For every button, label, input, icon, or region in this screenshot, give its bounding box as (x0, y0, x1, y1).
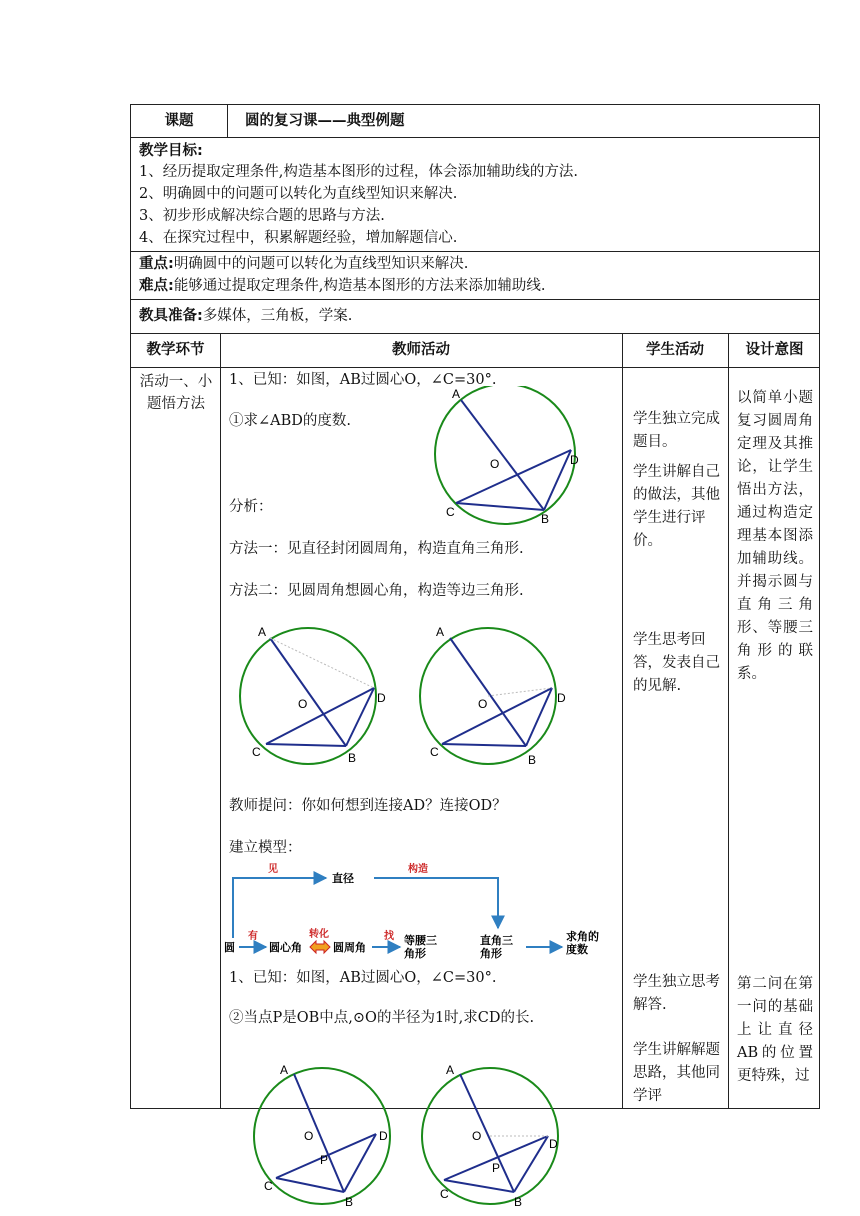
col-divider (622, 333, 623, 1108)
label-a: A (436, 625, 445, 639)
goals-label: 教学目标: (139, 143, 203, 159)
segment-cd (456, 450, 571, 503)
col-header-student: 学生活动 (646, 342, 704, 358)
col-header-stage: 教学环节 (146, 342, 205, 358)
label-a: A (280, 1064, 289, 1077)
tools: 教具准备:多媒体，三角板，学案. (139, 308, 353, 324)
col-header-teacher: 教师活动 (392, 342, 450, 358)
row-divider (131, 333, 819, 334)
double-arrow-icon (310, 941, 330, 953)
goal-item: 2、明确圆中的问题可以转化为直线型知识来解决. (139, 186, 458, 202)
problem-1: 1、已知：如图，AB过圆心O，∠C=30°. (229, 372, 497, 388)
col-divider (220, 333, 221, 1108)
label-d: D (379, 1129, 388, 1143)
goal-item: 4、在探究过程中，积累解题经验，增加解题信心. (139, 230, 458, 246)
circle-figure-4 (250, 1064, 400, 1210)
circle-figure-3 (416, 622, 576, 770)
col-divider (728, 333, 729, 1108)
label-c: C (446, 505, 455, 519)
stage-label: 活动一、小题悟方法 (139, 374, 213, 412)
flow-diameter: 直径 (332, 873, 354, 885)
row-divider (131, 251, 819, 252)
goal-item: 1、经历提取定理条件,构造基本图形的过程，体会添加辅助线的方法. (139, 164, 578, 180)
diameter-ab (294, 1074, 344, 1192)
method-2: 方法二：见圆周角想圆心角，构造等边三角形. (229, 583, 524, 599)
student-text: 学生思考回答，发表自己的见解. (633, 632, 720, 694)
goal-item: 3、初步形成解决综合题的思路与方法. (139, 208, 385, 224)
flow-isosceles: 等腰三角形 (404, 935, 437, 960)
teacher-question: 教师提问：你如何想到连接AD？连接OD？ (229, 798, 507, 814)
label-c: C (264, 1179, 273, 1193)
label-o: O (298, 697, 308, 711)
segment-bd (514, 1136, 548, 1192)
label-o: O (304, 1129, 314, 1143)
topic-label: 课题 (164, 113, 194, 129)
question-1: ①求∠ABD的度数. (229, 413, 352, 429)
row-divider (131, 367, 819, 368)
segment-bd (526, 688, 552, 746)
question-2: ②当点P是OB中点,⊙O的半径为1时,求CD的长. (229, 1010, 535, 1026)
flow-find: 找 (384, 931, 394, 942)
label-c: C (430, 745, 439, 759)
segment-cb (456, 503, 544, 510)
flow-find-angle: 求角的度数 (566, 931, 599, 956)
analysis-label: 分析： (229, 499, 273, 515)
student-text: 学生讲解自己的做法，其他学生进行评价。 (633, 464, 720, 549)
label-p: P (492, 1161, 501, 1175)
col-divider (227, 105, 228, 137)
label-p: P (320, 1153, 329, 1167)
label-b: B (348, 751, 357, 765)
diameter-ab (460, 1074, 514, 1192)
flow-circle: 圆 (224, 942, 235, 954)
circle-figure-5 (418, 1064, 568, 1210)
design-text: 以简单小题复习圆周角定理及其推论，让学生悟出方法，通过构造定理基本图添加辅助线。并揭示圆与直角三角形、等腰三角形的联系。 (737, 390, 813, 682)
label-b: B (514, 1195, 523, 1209)
row-divider (131, 299, 819, 300)
segment-cd (442, 688, 552, 744)
student-text: 学生独立完成题目。 (633, 411, 720, 450)
label-d: D (557, 691, 566, 705)
diameter-ab (461, 400, 544, 510)
row-divider (131, 137, 819, 138)
segment-cd (266, 688, 374, 744)
circle-figure-1 (430, 386, 602, 526)
label-o: O (490, 457, 500, 471)
student-text: 学生独立思考解答. (633, 974, 720, 1013)
design-text: 第二问在第一问的基础上让直径AB的位置更特殊，过 (737, 976, 813, 1084)
key-point: 重点:明确圆中的问题可以转化为直线型知识来解决. (139, 256, 469, 272)
flow-see: 见 (268, 864, 278, 875)
flow-construct: 构造 (408, 864, 428, 875)
flow-transform: 转化 (309, 929, 329, 940)
label-c: C (252, 745, 261, 759)
flow-central-angle: 圆心角 (269, 942, 302, 954)
label-b: B (528, 753, 537, 767)
circle-figure-2 (236, 622, 396, 770)
circle (240, 628, 376, 764)
diameter-ab (450, 638, 526, 746)
col-header-design: 设计意图 (745, 342, 804, 358)
label-o: O (478, 697, 488, 711)
label-a: A (258, 625, 267, 639)
flow-inscribed-angle: 圆周角 (333, 942, 366, 954)
flow-have: 有 (248, 931, 258, 942)
problem-2: 1、已知：如图，AB过圆心O，∠C=30°. (229, 970, 497, 986)
diameter-ab (270, 638, 346, 746)
method-1: 方法一：见直径封闭圆周角，构造直角三角形. (229, 541, 524, 557)
label-b: B (345, 1195, 354, 1209)
segment-bd (346, 688, 374, 746)
segment-cb (276, 1178, 344, 1192)
segment-cb (444, 1180, 514, 1192)
aux-line-ad (270, 638, 374, 688)
label-a: A (446, 1064, 455, 1077)
difficult-point: 难点:能够通过提取定理条件,构造基本图形的方法来添加辅助线. (139, 278, 546, 294)
label-a: A (452, 387, 461, 401)
model-flow-diagram (222, 860, 612, 960)
segment-cb (442, 744, 526, 746)
label-d: D (377, 691, 386, 705)
label-c: C (440, 1187, 449, 1201)
topic-value: 圆的复习课——典型例题 (245, 113, 405, 129)
arrow-construct (374, 878, 498, 928)
label-b: B (541, 512, 550, 526)
label-o: O (472, 1129, 482, 1143)
flow-right-triangle: 直角三角形 (480, 935, 513, 960)
segment-cb (266, 744, 346, 746)
model-label: 建立模型： (229, 840, 302, 856)
student-text: 学生讲解解题思路，其他同学评 (633, 1042, 720, 1104)
label-d: D (570, 453, 579, 467)
label-d: D (549, 1137, 558, 1151)
